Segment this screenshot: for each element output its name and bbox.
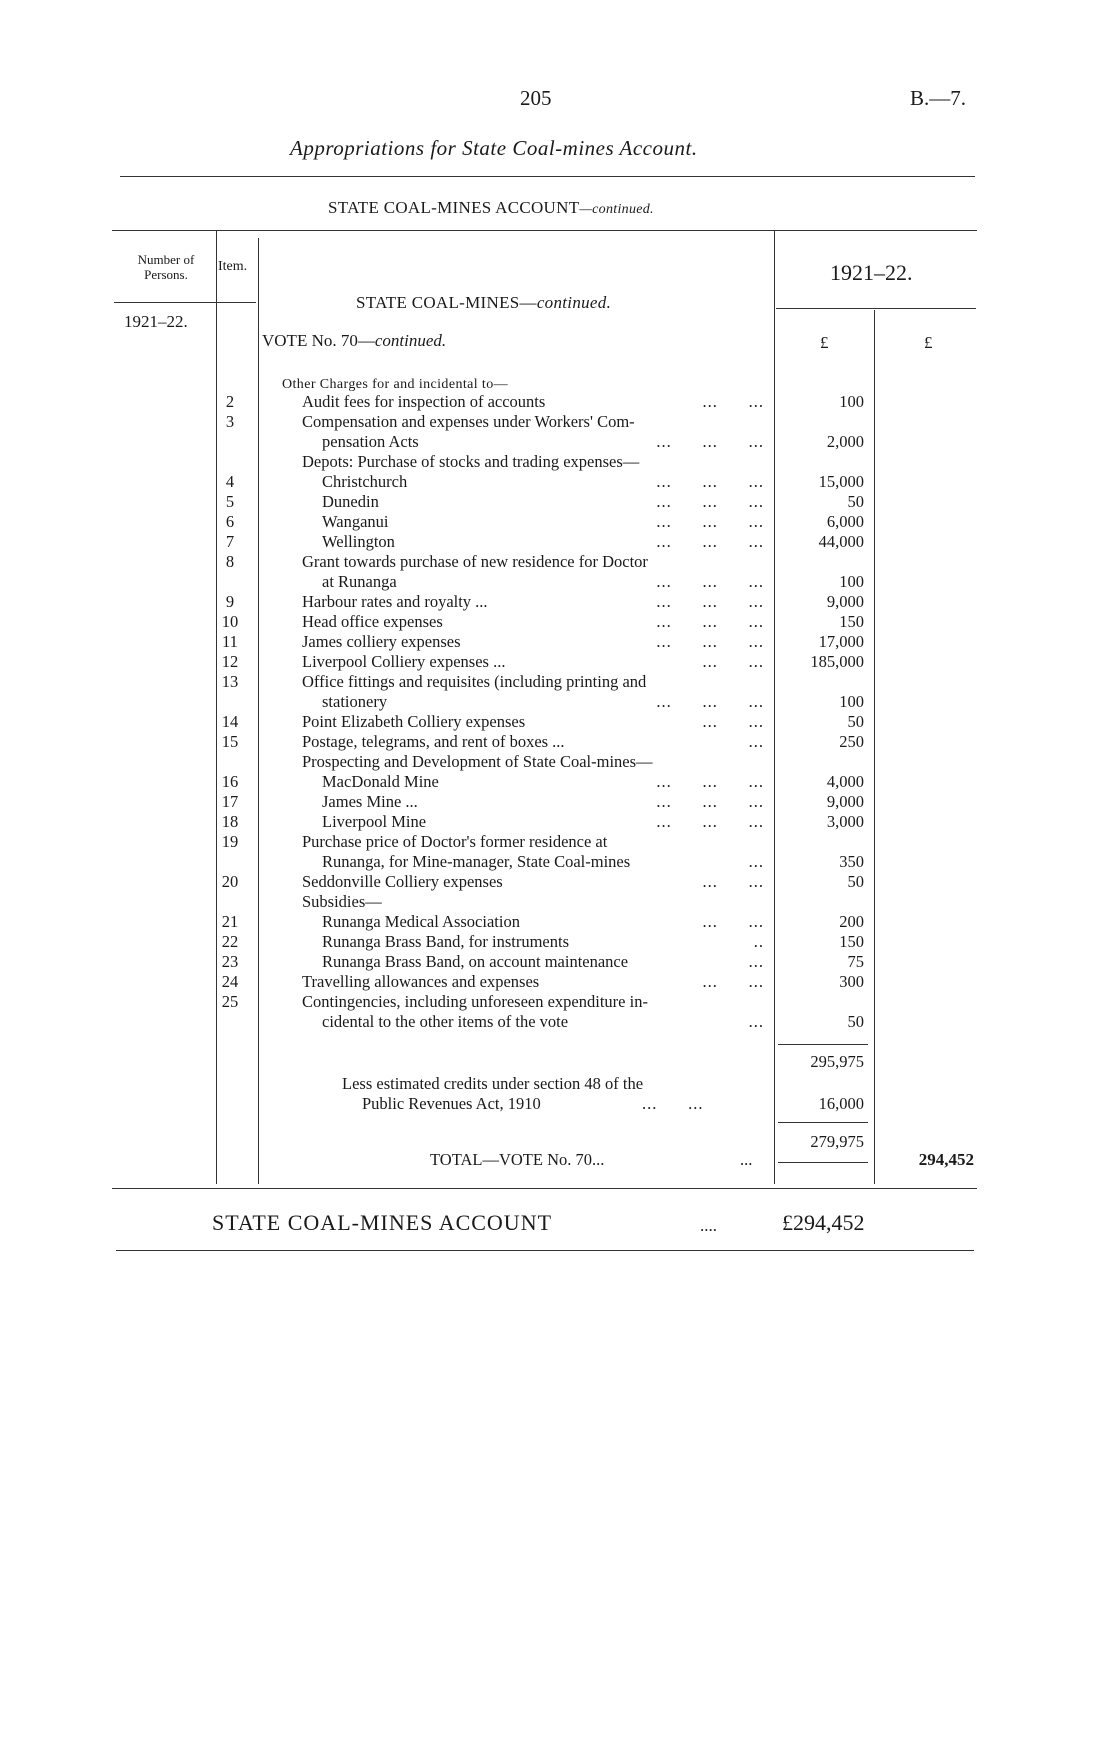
item-description: Contingencies, including unforeseen expenditure in- bbox=[302, 992, 648, 1011]
item-amount: 100 bbox=[839, 392, 864, 411]
item-description: Dunedin bbox=[322, 492, 379, 511]
item-description: Runanga, for Mine-manager, State Coal-mines bbox=[322, 852, 631, 871]
table-row bbox=[0, 492, 1114, 512]
table-row bbox=[0, 952, 1114, 972]
pound-sign-col1: £ bbox=[820, 333, 829, 352]
item-number: 21 bbox=[221, 912, 239, 931]
less-credits-dots: ... ... bbox=[642, 1094, 704, 1113]
item-description: Runanga Brass Band, on account maintenance bbox=[322, 952, 629, 971]
item-number: 12 bbox=[221, 652, 239, 671]
item-description: Audit fees for inspection of accounts bbox=[302, 392, 546, 411]
leader-dots: ... ... bbox=[702, 392, 764, 411]
subtitle-rule bbox=[120, 176, 975, 177]
header-rule-left bbox=[114, 302, 256, 303]
leader-dots: ... ... ... bbox=[656, 812, 764, 831]
table-row bbox=[0, 712, 1114, 732]
item-description: Prospecting and Development of State Coal-mines— bbox=[302, 752, 653, 771]
item-description: Depots: Purchase of stocks and trading expenses— bbox=[302, 452, 640, 471]
header-rule-right bbox=[776, 308, 976, 309]
table-top-rule bbox=[112, 230, 977, 231]
item-amount: 50 bbox=[847, 492, 864, 511]
leader-dots: .. bbox=[753, 932, 764, 951]
table-row bbox=[0, 1012, 1114, 1032]
item-description: Grant towards purchase of new residence for Doctor bbox=[302, 552, 648, 571]
item-amount: 17,000 bbox=[818, 632, 864, 651]
item-description: James colliery expenses bbox=[302, 632, 461, 651]
item-description: Runanga Brass Band, for instruments bbox=[322, 932, 570, 951]
leader-dots: ... ... ... bbox=[656, 592, 764, 611]
leader-dots: ... bbox=[748, 732, 764, 751]
leader-dots: ... ... ... bbox=[656, 612, 764, 631]
item-description: Wanganui bbox=[322, 512, 389, 531]
table-row bbox=[0, 592, 1114, 612]
item-amount: 75 bbox=[847, 952, 864, 971]
item-description: Postage, telegrams, and rent of boxes ... bbox=[302, 732, 565, 751]
year-header-persons: 1921–22. bbox=[124, 312, 188, 331]
item-number: 19 bbox=[221, 832, 239, 851]
item-description: pensation Acts bbox=[322, 432, 419, 451]
item-number: 16 bbox=[221, 772, 239, 791]
leader-dots: ... ... ... bbox=[656, 792, 764, 811]
final-rule bbox=[116, 1250, 974, 1251]
less-credits-line1: Less estimated credits under section 48 of the bbox=[342, 1074, 644, 1093]
less-credits-amount: 16,000 bbox=[818, 1094, 864, 1113]
table-row bbox=[0, 772, 1114, 792]
item-amount: 100 bbox=[839, 692, 864, 711]
leader-dots: ... ... bbox=[702, 972, 764, 991]
item-number: 24 bbox=[221, 972, 239, 991]
table-row bbox=[0, 472, 1114, 492]
item-number: 10 bbox=[221, 612, 239, 631]
item-number: 18 bbox=[221, 812, 239, 831]
item-number: 3 bbox=[225, 412, 235, 431]
item-amount: 15,000 bbox=[818, 472, 864, 491]
item-amount: 9,000 bbox=[826, 592, 864, 611]
item-amount: 185,000 bbox=[810, 652, 864, 671]
item-description: Compensation and expenses under Workers' Com- bbox=[302, 412, 635, 431]
table-row bbox=[0, 552, 1114, 572]
total-vote-dots: ... bbox=[740, 1150, 753, 1169]
table-row bbox=[0, 832, 1114, 852]
table-row bbox=[0, 732, 1114, 752]
pound-sign-col2: £ bbox=[924, 333, 933, 352]
item-header: Item. bbox=[218, 259, 248, 274]
total-vote-amount: 294,452 bbox=[918, 1150, 974, 1169]
table-row bbox=[0, 612, 1114, 632]
grand-total-label: STATE COAL-MINES ACCOUNT bbox=[212, 1210, 553, 1235]
year-header-amounts: 1921–22. bbox=[830, 260, 913, 285]
item-amount: 350 bbox=[839, 852, 864, 871]
table-row bbox=[0, 392, 1114, 412]
account-heading: STATE COAL-MINES ACCOUNT—continued. bbox=[328, 198, 654, 217]
net-rule bbox=[778, 1122, 868, 1123]
item-amount: 150 bbox=[839, 612, 864, 631]
subtotal-rule bbox=[778, 1044, 868, 1045]
item-description: Harbour rates and royalty ... bbox=[302, 592, 488, 611]
leader-dots: ... ... bbox=[702, 712, 764, 731]
item-amount: 2,000 bbox=[826, 432, 864, 451]
page-number: 205 bbox=[520, 86, 552, 110]
number-of-persons-header: Number of Persons. bbox=[137, 252, 195, 282]
vote-heading: VOTE No. 70—continued. bbox=[262, 331, 447, 350]
net-under-rule bbox=[778, 1162, 868, 1163]
item-amount: 300 bbox=[839, 972, 864, 991]
item-amount: 100 bbox=[839, 572, 864, 591]
table-row bbox=[0, 412, 1114, 432]
item-number: 7 bbox=[225, 532, 235, 551]
item-amount: 9,000 bbox=[826, 792, 864, 811]
item-amount: 200 bbox=[839, 912, 864, 931]
table-row bbox=[0, 912, 1114, 932]
leader-dots: ... bbox=[748, 852, 764, 871]
item-description: Travelling allowances and expenses bbox=[302, 972, 540, 991]
leader-dots: ... ... ... bbox=[656, 532, 764, 551]
table-row bbox=[0, 452, 1114, 472]
table-row bbox=[0, 852, 1114, 872]
item-number: 23 bbox=[221, 952, 239, 971]
grand-total-dots: .... bbox=[700, 1216, 717, 1235]
table-row bbox=[0, 432, 1114, 452]
item-description: Office fittings and requisites (including printing and bbox=[302, 672, 647, 691]
leader-dots: ... ... bbox=[702, 912, 764, 931]
item-description: MacDonald Mine bbox=[322, 772, 439, 791]
item-description: Wellington bbox=[322, 532, 395, 551]
document-reference: B.—7. bbox=[910, 86, 967, 110]
item-number: 5 bbox=[225, 492, 235, 511]
item-amount: 50 bbox=[847, 712, 864, 731]
item-description: Liverpool Colliery expenses ... bbox=[302, 652, 506, 671]
item-amount: 50 bbox=[847, 872, 864, 891]
subtotal-amount: 295,975 bbox=[810, 1052, 864, 1071]
section-title: STATE COAL-MINES—continued. bbox=[356, 293, 612, 312]
other-charges-heading: Other Charges for and incidental to— bbox=[282, 377, 509, 392]
item-amount: 3,000 bbox=[826, 812, 864, 831]
table-row bbox=[0, 532, 1114, 552]
item-number: 8 bbox=[225, 552, 235, 571]
leader-dots: ... ... ... bbox=[656, 492, 764, 511]
table-row bbox=[0, 992, 1114, 1012]
leader-dots: ... ... ... bbox=[656, 632, 764, 651]
item-number: 2 bbox=[225, 392, 235, 411]
item-number: 17 bbox=[221, 792, 239, 811]
item-number: 11 bbox=[222, 632, 238, 651]
item-description: at Runanga bbox=[322, 572, 397, 591]
item-number: 22 bbox=[221, 932, 239, 951]
table-row bbox=[0, 872, 1114, 892]
leader-dots: ... ... ... bbox=[656, 772, 764, 791]
leader-dots: ... ... ... bbox=[656, 512, 764, 531]
page-subtitle: Appropriations for State Coal-mines Account. bbox=[290, 136, 698, 160]
table-row bbox=[0, 652, 1114, 672]
less-credits-line2: Public Revenues Act, 1910 bbox=[362, 1094, 541, 1113]
item-number: 4 bbox=[225, 472, 235, 491]
leader-dots: ... ... ... bbox=[656, 692, 764, 711]
table-row bbox=[0, 972, 1114, 992]
leader-dots: ... bbox=[748, 1012, 764, 1031]
leader-dots: ... ... ... bbox=[656, 572, 764, 591]
item-description: stationery bbox=[322, 692, 388, 711]
item-description: Seddonville Colliery expenses bbox=[302, 872, 503, 891]
leader-dots: ... ... ... bbox=[656, 432, 764, 451]
grand-total-amount: £294,452 bbox=[782, 1210, 865, 1235]
table-row bbox=[0, 752, 1114, 772]
item-number: 13 bbox=[221, 672, 239, 691]
leader-dots: ... ... bbox=[702, 652, 764, 671]
item-number: 15 bbox=[221, 732, 239, 751]
leader-dots: ... ... bbox=[702, 872, 764, 891]
item-description: cidental to the other items of the vote bbox=[322, 1012, 569, 1031]
table-row bbox=[0, 812, 1114, 832]
table-row bbox=[0, 792, 1114, 812]
item-number: 20 bbox=[221, 872, 239, 891]
item-number: 14 bbox=[221, 712, 239, 731]
item-amount: 44,000 bbox=[818, 532, 864, 551]
item-description: Purchase price of Doctor's former residence at bbox=[302, 832, 608, 851]
table-row bbox=[0, 932, 1114, 952]
item-number: 6 bbox=[225, 512, 235, 531]
table-row bbox=[0, 632, 1114, 652]
table-row bbox=[0, 892, 1114, 912]
net-amount: 279,975 bbox=[810, 1132, 864, 1151]
item-description: James Mine ... bbox=[322, 792, 418, 811]
table-row bbox=[0, 512, 1114, 532]
item-amount: 50 bbox=[847, 1012, 864, 1031]
item-description: Head office expenses bbox=[302, 612, 443, 631]
item-amount: 150 bbox=[839, 932, 864, 951]
table-bottom-rule bbox=[112, 1188, 977, 1189]
item-description: Christchurch bbox=[322, 472, 408, 491]
item-number: 25 bbox=[221, 992, 239, 1011]
table-row bbox=[0, 672, 1114, 692]
item-amount: 250 bbox=[839, 732, 864, 751]
item-description: Subsidies— bbox=[302, 892, 382, 911]
table-row bbox=[0, 572, 1114, 592]
table-row bbox=[0, 692, 1114, 712]
item-description: Point Elizabeth Colliery expenses bbox=[302, 712, 526, 731]
item-number: 9 bbox=[225, 592, 235, 611]
leader-dots: ... bbox=[748, 952, 764, 971]
total-vote-label: TOTAL—VOTE No. 70... bbox=[430, 1150, 605, 1169]
leader-dots: ... ... ... bbox=[656, 472, 764, 491]
item-description: Runanga Medical Association bbox=[322, 912, 520, 931]
item-amount: 6,000 bbox=[826, 512, 864, 531]
item-description: Liverpool Mine bbox=[322, 812, 427, 831]
item-amount: 4,000 bbox=[826, 772, 864, 791]
